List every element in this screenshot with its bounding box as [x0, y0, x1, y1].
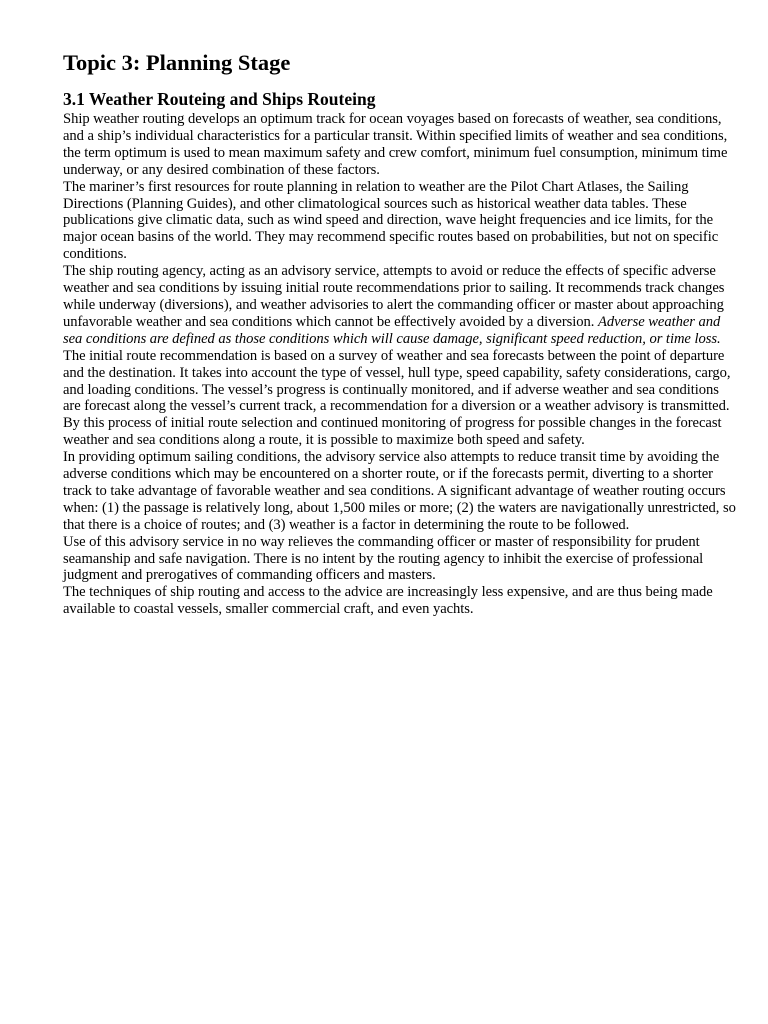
adverse-conditions-definition: Adverse weather and sea conditions are defined as those conditions which will cause damage, significant speed reduction, or time loss.: [63, 313, 721, 347]
paragraph-optimum-sailing-conditions: In providing optimum sailing conditions, the advisory service also attempts to reduce transit time by avoiding the adverse conditions which may be encountered on a shorter route, or if the forecasts permit, diverting to a shorter track to take advantage of favorable weather and sea conditions. A significant advantage of weather routing occurs when: (1) the passage is relatively long, about 1,500 miles or more; (2) the waters are navigationally unrestricted, so that there is a choice of routes; and (3) weather is a factor in determining the route to be followed.: [63, 449, 736, 533]
topic-title: Topic 3: Planning Stage: [63, 50, 291, 75]
paragraph-routing-agency: [63, 263, 739, 348]
paragraph-routing-agency-text: The ship routing agency, acting as an advisory service, attempts to avoid or reduce the effects of specific adverse weather and sea conditions by issuing initial route recommendations prior to sailing. It recommends track changes while underway (diversions), and weather advisories to alert the commanding officer or master about approaching unfavorable weather and sea conditions which cannot be effectively avoided by a diversion.: [63, 263, 725, 330]
paragraph-route-planning-resources: The mariner’s first resources for route planning in relation to weather are the Pilot Chart Atlases, the Sailing Directions (Planning Guides), and other climatological sources such as historical weather data tables. These publications give climatic data, such as wind speed and direction, wave height frequencies and ice limits, for the major ocean basins of the world. They may recommend specific routes based on probabilities, but not on specific conditions.: [63, 178, 719, 263]
paragraph-master-responsibility: Use of this advisory service in no way relieves the commanding officer or master of responsibility for prudent seamanship and safe navigation. There is no intent by the routing agency to inhibit the exercise of professional judgment and prerogatives of commanding officers and masters.: [63, 533, 704, 584]
paragraph-initial-route-recommendation: The initial route recommendation is based on a survey of weather and sea forecasts between the point of departure and the destination. It takes into account the type of vessel, hull type, speed capability, safety considerations, cargo, and loading conditions. The vessel’s progress is continually monitored, and if adverse weather and sea conditions are forecast along the vessel’s current track, a recommendation for a diversion or a weather advisory is transmitted. By this process of initial route selection and continued monitoring of progress for possible changes in the forecast weather and sea conditions along a route, it is possible to maximize both speed and safety.: [63, 347, 731, 449]
paragraph-routing-availability: The techniques of ship routing and access to the advice are increasingly less expensive, and are thus being made available to coastal vessels, smaller commercial craft, and even yachts.: [63, 584, 713, 618]
document-body: [63, 48, 739, 618]
section-title: 3.1 Weather Routeing and Ships Routeing: [63, 89, 376, 109]
paragraph-weather-routing-definition: Ship weather routing develops an optimum track for ocean voyages based on forecasts of weather, sea conditions, and a ship’s individual characteristics for a particular transit. Within specified limits of weather and sea conditions, the term optimum is used to mean maximum safety and crew comfort, minimum fuel consumption, minimum time underway, or any desired combination of these factors.: [63, 111, 728, 178]
